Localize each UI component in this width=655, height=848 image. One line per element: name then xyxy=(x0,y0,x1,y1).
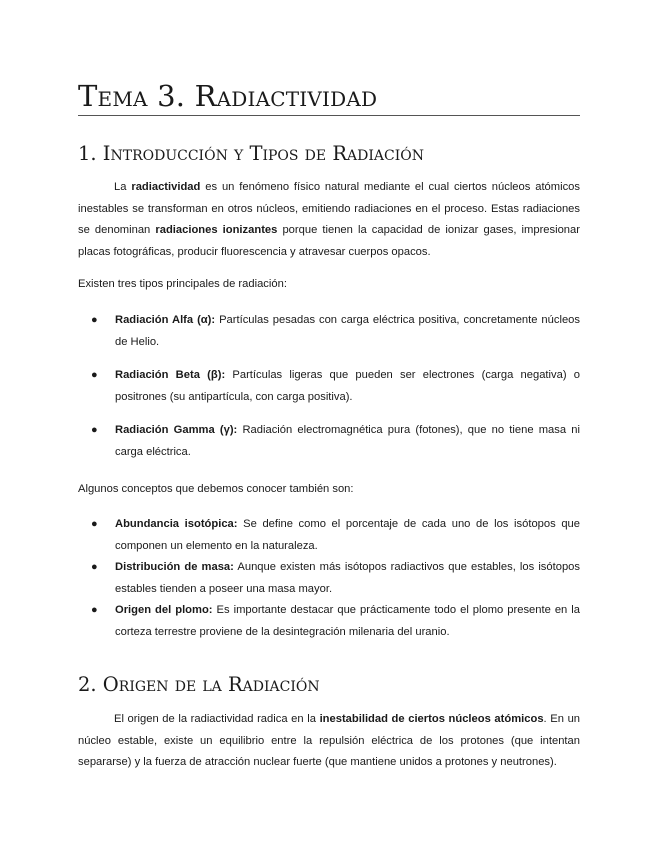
bullet-icon: ● xyxy=(91,314,98,326)
bullet-icon: ● xyxy=(91,369,98,382)
list-item-alpha: ● Radiación Alfa (α): Partículas pesadas con carga eléctrica positiva, concretamente núcleos de Helio. xyxy=(78,310,580,353)
list-item-gamma: ● Radiación Gamma (γ): Radiación electromagnética pura (fotones), que no tiene masa ni carga eléctrica. xyxy=(78,420,580,463)
term-radiaciones-ionizantes: radiaciones ionizantes xyxy=(155,224,278,237)
bullet-icon: ● xyxy=(91,561,98,574)
concepts-intro: Algunos conceptos que debemos conocer también son: xyxy=(78,483,354,495)
concepts-list xyxy=(78,514,580,644)
list-item-beta: ● Radiación Beta (β): Partículas ligeras que pueden ser electrones (carga negativa) o positrones (su antipartícula, con carga positiva). xyxy=(78,365,580,408)
list-item-plomo: ● Origen del plomo: Es importante destacar que prácticamente todo el plomo presente en la corteza terrestre proviene de la desintegración milenaria del uranio. xyxy=(78,600,580,643)
bullet-icon: ● xyxy=(91,604,98,617)
list-item-abundancia: ● Abundancia isotópica: Se define como el porcentaje de cada uno de los isótopos que componen un elemento en la naturaleza. xyxy=(78,514,580,557)
term-inestabilidad: inestabilidad de ciertos núcleos atómicos xyxy=(319,713,544,725)
list-item-distribucion: ● Distribución de masa: Aunque existen más isótopos radiactivos que estables, los isótopos estables tienden a poseer una masa mayor. xyxy=(78,557,580,600)
intro-paragraph: La radiactividad es un fenómeno físico natural mediante el cual ciertos núcleos atómicos inestables se transforman en otros núcleos, emitiendo radiaciones en el proceso. Estas radiaciones se denominan radiaciones ionizantes porque tienen la capacidad de ionizar gases, impresionar placas fotográficas, producir fluorescencia y atravesar cuerpos opacos. xyxy=(78,181,580,258)
bullet-icon: ● xyxy=(91,518,98,530)
origin-paragraph: El origen de la radiactividad radica en la inestabilidad de ciertos núcleos atómicos. En un núcleo estable, existe un equilibrio entre la repulsión eléctrica de los protones (que intentan separarse) y la fuerza de atracción nuclear fuerte (que mantiene unidos a protones y neutrones). xyxy=(78,713,581,769)
term-radiactividad: radiactividad xyxy=(131,181,201,193)
page-title: Tema 3. Radiactividad xyxy=(78,78,580,116)
section-heading-1: 1. Introducción y Tipos de Radiación xyxy=(78,142,424,165)
radiation-types-list xyxy=(78,310,580,464)
types-intro: Existen tres tipos principales de radiación: xyxy=(78,278,287,290)
bullet-icon: ● xyxy=(91,424,98,437)
section-heading-2: 2. Origen de la Radiación xyxy=(78,673,320,696)
